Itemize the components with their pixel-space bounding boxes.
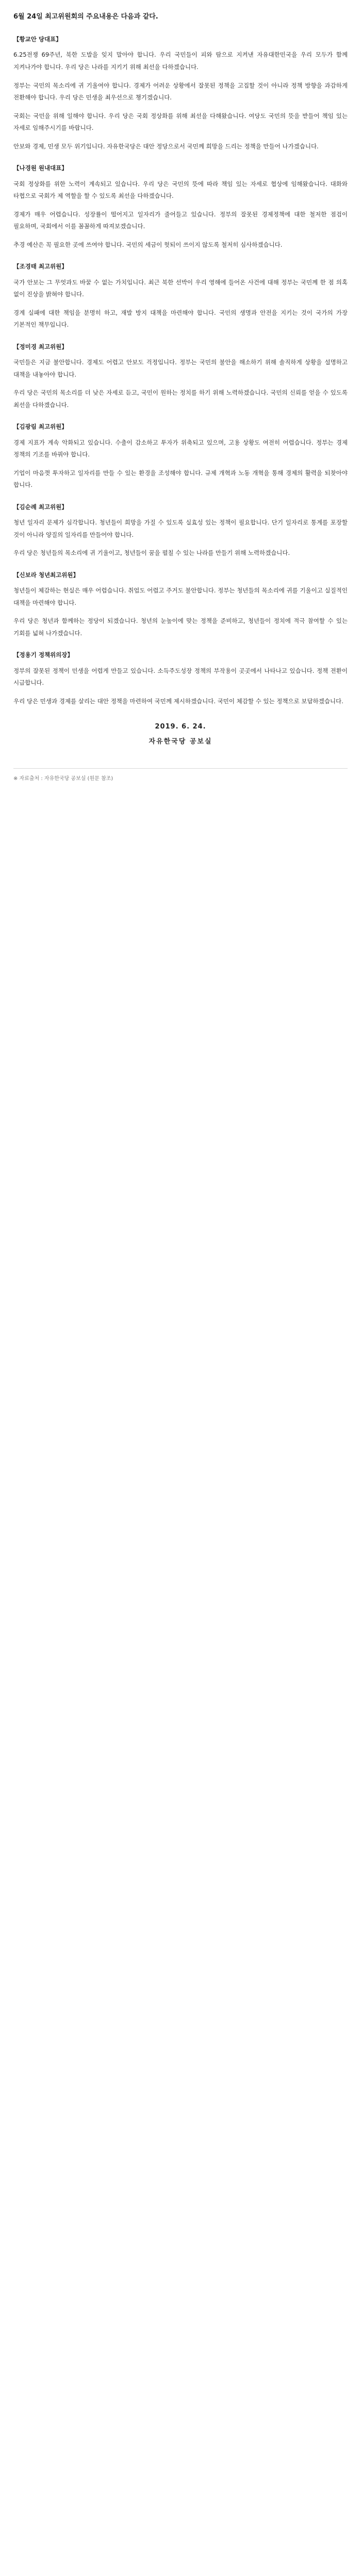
footer-note: ※ 자료출처 : 자유한국당 공보실 (원문 참조) xyxy=(13,768,348,787)
statement-section xyxy=(13,422,348,492)
body-paragraph: 국민들은 지금 불안합니다. 경제도 어렵고 안보도 걱정입니다. 정부는 국민의 불안을 해소하기 위해 솔직하게 상황을 설명하고 대책을 내놓아야 합니다. xyxy=(13,359,348,378)
body-paragraph: 청년 일자리 문제가 심각합니다. 청년들이 희망을 가질 수 있도록 실효성 있는 정책이 필요합니다. 단기 일자리로 통계를 포장할 것이 아니라 양질의 일자리를 만들어야 합니다. xyxy=(13,519,348,538)
body-paragraph: 우리 당은 청년들의 목소리에 귀 기울이고, 청년들이 꿈을 펼칠 수 있는 나라를 만들기 위해 노력하겠습니다. xyxy=(13,549,290,557)
body-paragraph: 우리 당은 민생과 경제를 살리는 대안 정책을 마련하여 국민께 제시하겠습니다. 국민이 체감할 수 있는 정책으로 보답하겠습니다. xyxy=(13,697,343,705)
statement-section xyxy=(13,35,348,152)
body-paragraph: 정부는 국민의 목소리에 귀 기울여야 합니다. 경제가 어려운 상황에서 잘못된 정책을 고집할 것이 아니라 정책 방향을 과감하게 전환해야 합니다. 우리 당은 민생을 최우선으로 챙기겠습니다. xyxy=(13,81,348,101)
press-release-page xyxy=(0,0,361,787)
sections-container xyxy=(13,35,348,707)
statement-section xyxy=(13,343,348,412)
statement-section xyxy=(13,164,348,251)
body-paragraph: 경제 지표가 계속 악화되고 있습니다. 수출이 감소하고 투자가 위축되고 있으며, 고용 상황도 여전히 어렵습니다. 정부는 경제 정책의 기조를 바꿔야 합니다. xyxy=(13,438,348,459)
body-paragraph: 우리 당은 국민의 목소리를 더 낮은 자세로 듣고, 국민이 원하는 정치를 하기 위해 노력하겠습니다. 국민의 신뢰를 얻을 수 있도록 최선을 다하겠습니다. xyxy=(13,389,348,409)
release-date: 2019. 6. 24. xyxy=(155,723,206,731)
body-paragraph: 경제가 매우 어렵습니다. 성장률이 떨어지고 일자리가 줄어들고 있습니다. 정부의 잘못된 경제정책에 대한 철저한 점검이 필요하며, 국회에서 이를 꼼꼼하게 따져보겠습니다. xyxy=(13,210,348,230)
body-paragraph: 정부의 잘못된 정책이 민생을 어렵게 만들고 있습니다. 소득주도성장 정책의 부작용이 곳곳에서 나타나고 있습니다. 정책 전환이 시급합니다. xyxy=(13,667,348,687)
section-heading: 【황교안 당대표】 xyxy=(13,36,62,43)
body-paragraph: 국회 정상화를 위한 노력이 계속되고 있습니다. 우리 당은 국민의 뜻에 따라 책임 있는 자세로 협상에 임해왔습니다. 대화와 타협으로 국회가 제 역할을 할 수 있도록 최선을 다하겠습니다. xyxy=(13,180,348,200)
section-heading: 【정용기 정책위의장】 xyxy=(13,651,73,659)
body-paragraph: 기업이 마음껏 투자하고 일자리를 만들 수 있는 환경을 조성해야 합니다. 규제 개혁과 노동 개혁을 통해 경제의 활력을 되찾아야 합니다. xyxy=(13,469,348,489)
body-paragraph: 추경 예산은 꼭 필요한 곳에 쓰여야 합니다. 국민의 세금이 헛되이 쓰이지 않도록 철저히 심사하겠습니다. xyxy=(13,241,283,248)
body-paragraph: 청년들이 체감하는 현실은 매우 어렵습니다. 취업도 어렵고 주거도 불안합니다. 정부는 청년들의 목소리에 귀를 기울이고 실질적인 대책을 마련해야 합니다. xyxy=(13,587,348,606)
body-paragraph: 국가 안보는 그 무엇과도 바꿀 수 없는 가치입니다. 최근 북한 선박이 우리 영해에 들어온 사건에 대해 정부는 국민께 한 점 의혹 없이 진상을 밝혀야 합니다. xyxy=(13,278,348,298)
document-title: 6월 24일 최고위원회의 주요내용은 다음과 같다. xyxy=(13,13,158,21)
section-heading: 【정미경 최고위원】 xyxy=(13,343,68,350)
section-heading: 【신보라 청년최고위원】 xyxy=(13,571,79,579)
body-paragraph: 안보와 경제, 민생 모두 위기입니다. 자유한국당은 대안 정당으로서 국민께 희망을 드리는 정책을 만들어 나가겠습니다. xyxy=(13,142,319,150)
statement-section xyxy=(13,651,348,707)
closing-block xyxy=(13,723,348,756)
statement-section xyxy=(13,571,348,640)
issuing-organization: 자유한국당 공보실 xyxy=(149,738,212,746)
statement-section xyxy=(13,262,348,331)
body-paragraph: 우리 당은 청년과 함께하는 정당이 되겠습니다. 청년의 눈높이에 맞는 정책을 준비하고, 청년들이 정치에 적극 참여할 수 있는 기회를 넓혀 나가겠습니다. xyxy=(13,617,348,637)
body-paragraph: 국회는 국민을 위해 일해야 합니다. 우리 당은 국회 정상화를 위해 최선을 다해왔습니다. 여당도 국민의 뜻을 받들어 책임 있는 자세로 임해주시기를 바랍니다. xyxy=(13,112,348,132)
statement-section xyxy=(13,503,348,560)
section-heading: 【김순례 최고위원】 xyxy=(13,503,68,511)
body-paragraph: 경계 실패에 대한 책임을 분명히 하고, 재발 방지 대책을 마련해야 합니다. 국민의 생명과 안전을 지키는 것이 국가의 가장 기본적인 책무입니다. xyxy=(13,309,348,329)
section-heading: 【조경태 최고위원】 xyxy=(13,263,68,270)
body-paragraph: 6.25전쟁 69주년, 북한 도발을 잊지 말아야 합니다. 우리 국민들이 피와 땀으로 지켜낸 자유대한민국을 우리 모두가 함께 지켜나가야 합니다. 우리 당은 나라를 지키기 위해 최선을 다하겠습니다. xyxy=(13,51,348,71)
section-heading: 【김광림 최고위원】 xyxy=(13,423,68,431)
section-heading: 【나경원 원내대표】 xyxy=(13,164,68,172)
